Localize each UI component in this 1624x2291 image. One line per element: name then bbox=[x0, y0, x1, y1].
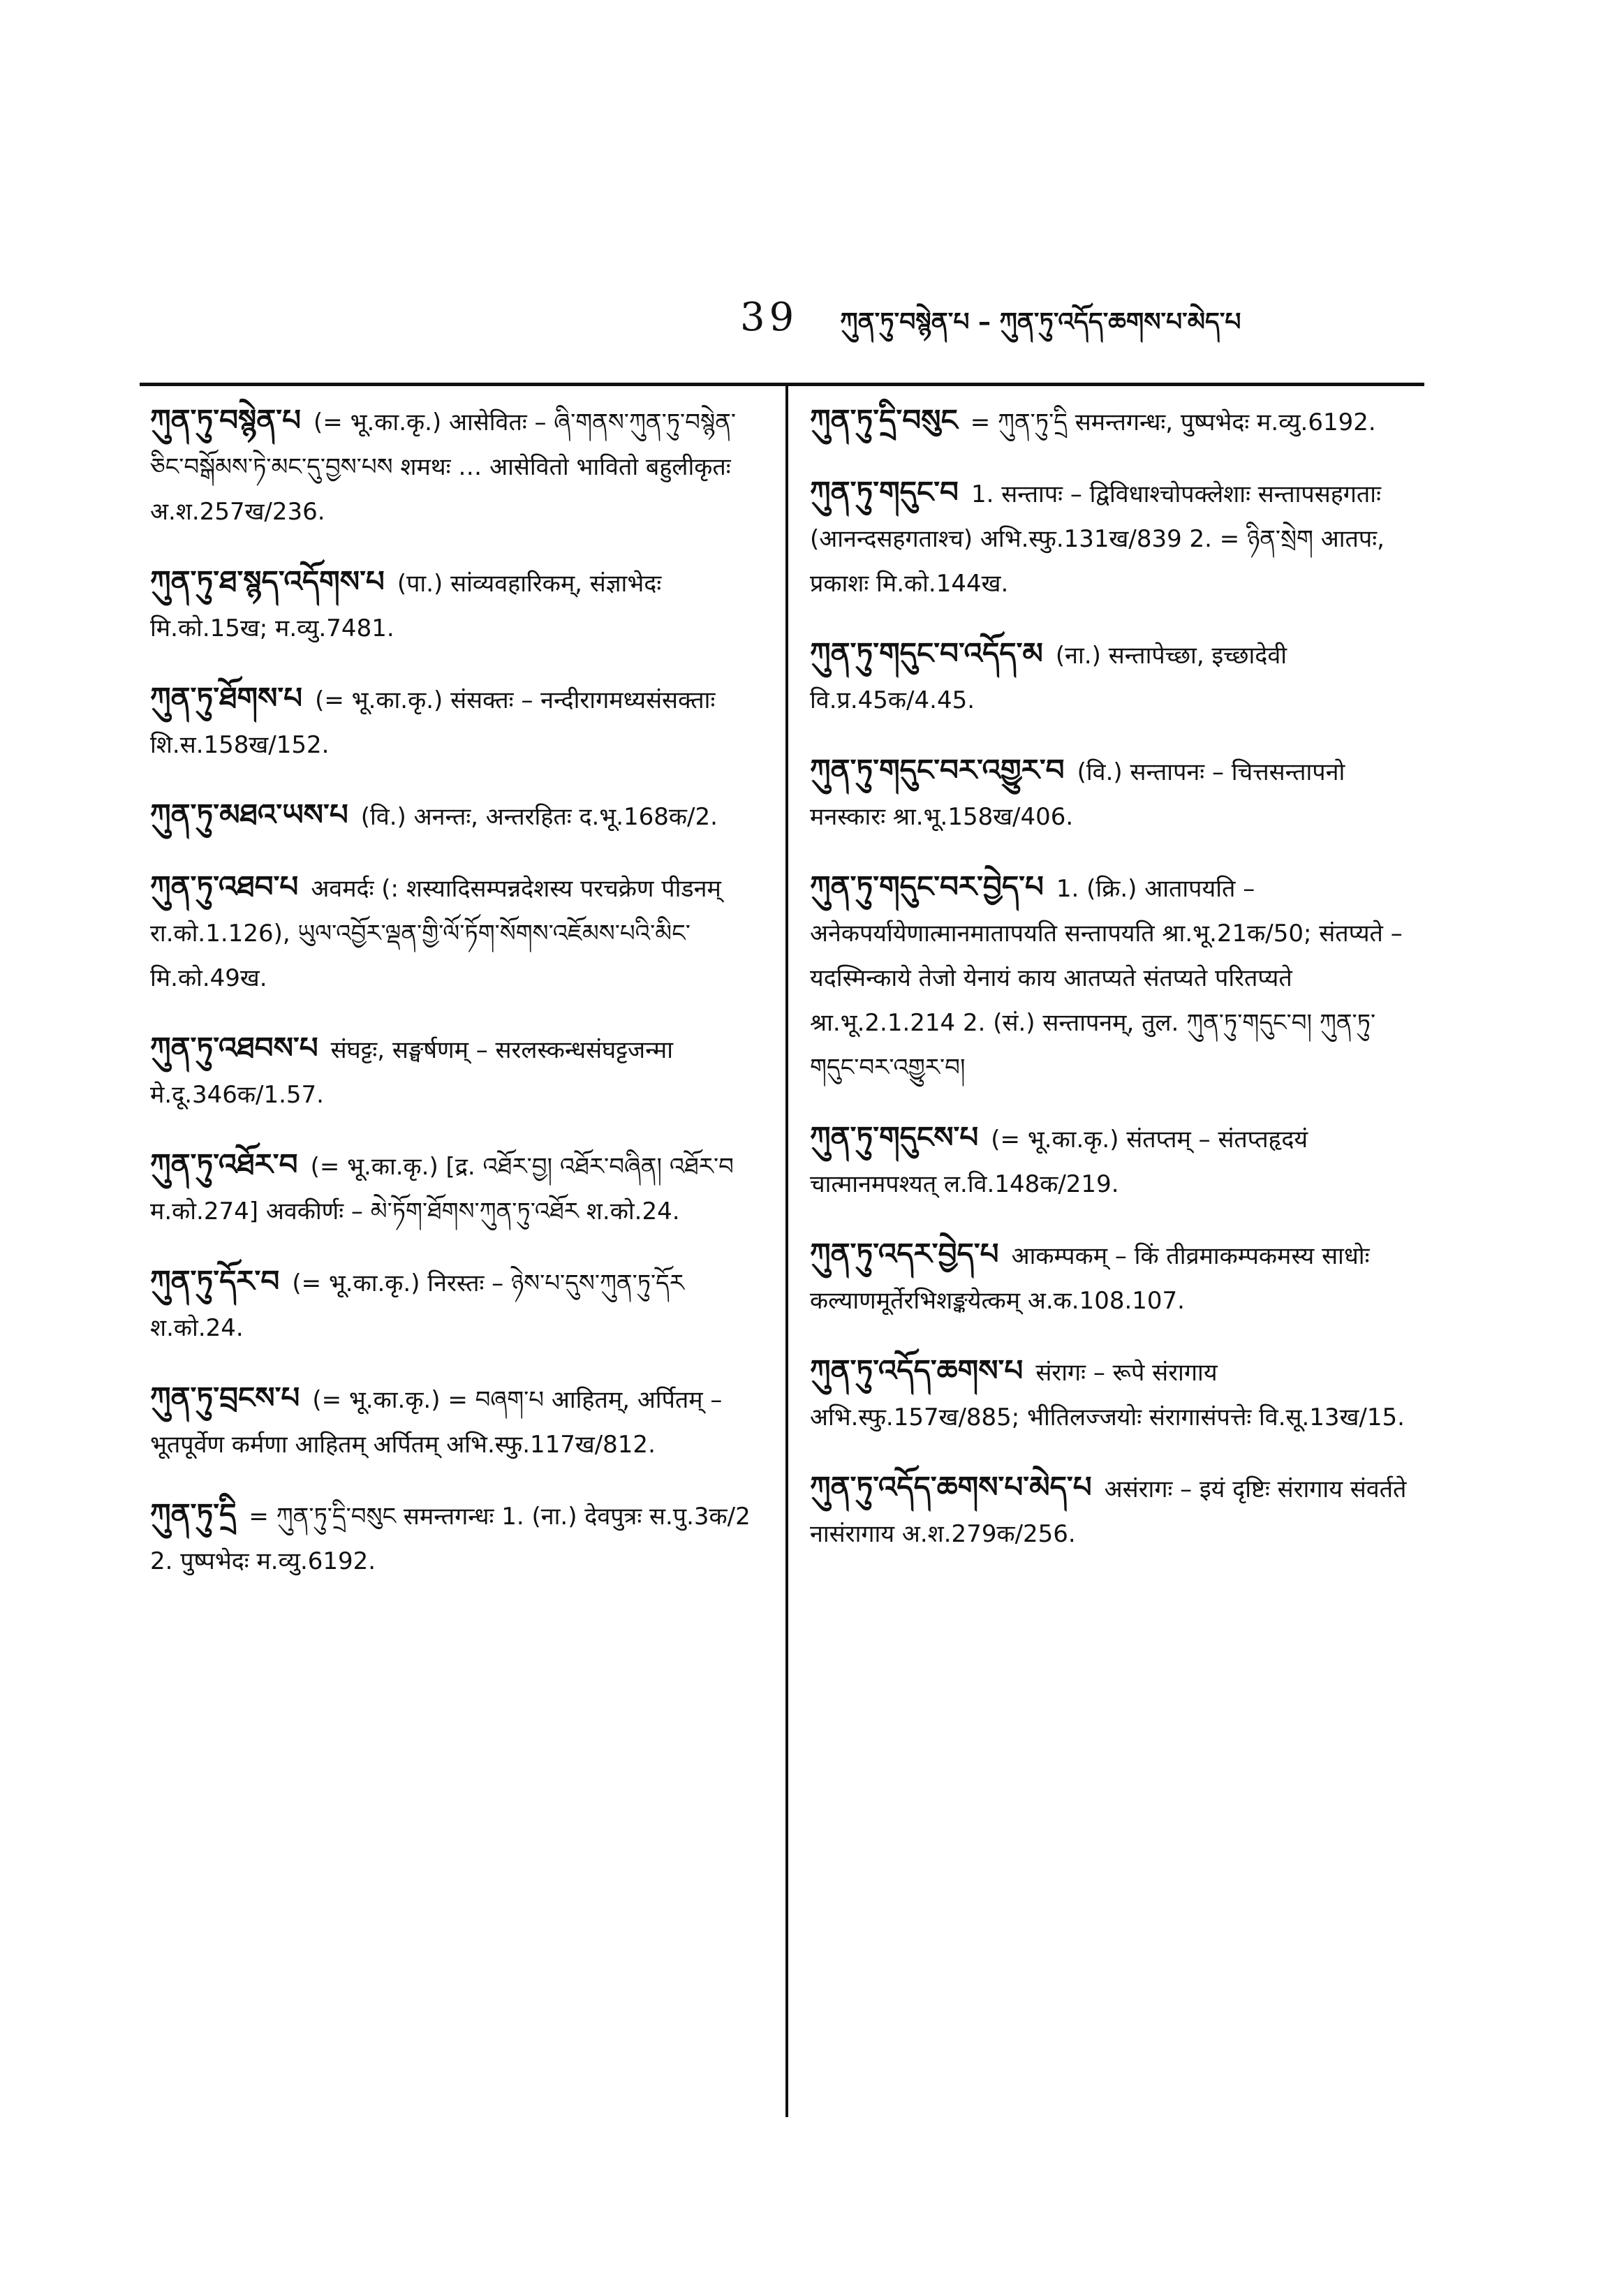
entry-definition: 1. सन्तापः – द्विविधाश्चोपक्लेशाः सन्तापसहगताः (आनन्दसहगताश्च) अभि.स्फु.131ख/839 2. = ཉིན་སྲེག आतपः, प्रकाशः मि.को.144ख. bbox=[810, 480, 1385, 598]
dictionary-entry bbox=[150, 864, 765, 1001]
entry-headword: ཀུན་ཏུ་བསྙེན་པ bbox=[150, 403, 302, 437]
entry-definition: (= भू.का.कृ.) [द्र. འཐོར་བྱ། འཐོར་བཞིན། འཐོར་བ म.को.274] अवकीर्णः – མེ་ཏོག་ཐོགས་ཀུན་ཏུ་འཐོར श.को.24. bbox=[150, 1153, 734, 1225]
dictionary-entry bbox=[810, 470, 1410, 606]
dictionary-entry bbox=[150, 1376, 765, 1467]
entry-definition: = ཀུན་ཏུ་དྲི་བསུང समन्तगन्धः 1. (ना.) देवपुत्रः स.पु.3क/2 2. पुष्पभेदः म.व्यु.6192. bbox=[150, 1503, 751, 1575]
entry-headword: ཀུན་ཏུ་འདར་བྱེད་པ bbox=[810, 1237, 999, 1271]
entry-definition: अवमर्दः (: शस्यादिसम्पन्नदेशस्य परचक्रेण पीडनम् रा.को.1.126), ཡུལ་འབྱོར་ལྡན་གྱི་ལོ་ཏོག་སོགས་འཇོམས་པའི་མིང་ मि.को.49ख. bbox=[150, 875, 721, 992]
header-rule bbox=[140, 383, 1424, 386]
page-header bbox=[740, 293, 1438, 349]
entry-definition: असंरागः – इयं दृष्टिः संरागाय संवर्तते नासंरागाय अ.श.279क/256. bbox=[810, 1475, 1407, 1548]
dictionary-entry bbox=[150, 1142, 765, 1234]
dictionary-entry bbox=[150, 1492, 765, 1584]
column-divider bbox=[785, 385, 788, 2117]
entry-definition: (= भू.का.कृ.) संतप्तम् – संतप्तहृदयं चात्मानमपश्यत् ल.वि.148क/219. bbox=[810, 1126, 1308, 1198]
entry-headword: ཀུན་ཏུ་གདུང་བ་འདོད་མ bbox=[810, 636, 1043, 670]
entry-headword: ཀུན་ཏུ་འཐོར་བ bbox=[150, 1147, 298, 1181]
entry-definition: (= भू.का.कृ.) आसेवितः – ཞི་གནས་ཀུན་ཏུ་བསྙེན་ཅིང་བསྒོམས་ཏེ་མང་དུ་བྱས་པས शमथः … आसेवितो भावितो बहुलीकृतः अ.श.257ख/236. bbox=[150, 408, 737, 526]
entry-definition: (वि.) सन्तापनः – चित्तसन्तापनो मनस्कारः श्रा.भू.158ख/406. bbox=[810, 758, 1345, 831]
dictionary-entry bbox=[810, 631, 1410, 723]
entry-headword: ཀུན་ཏུ་ཐ་སྙད་འདོགས་པ bbox=[150, 564, 385, 598]
entry-headword: ཀུན་ཏུ་དྲི bbox=[150, 1497, 237, 1531]
entry-definition: आकम्पकम् – किं तीव्रमाकम्पकमस्य साधोः कल्याणमूर्तेरभिशङ्कयेत्कम् अ.क.108.107. bbox=[810, 1242, 1370, 1315]
dictionary-entry bbox=[150, 1259, 765, 1350]
left-column bbox=[150, 398, 765, 1609]
dictionary-entry bbox=[810, 864, 1410, 1090]
dictionary-entry bbox=[150, 559, 765, 651]
entry-definition: (पा.) सांव्यवहारिकम्, संज्ञाभेदः मि.को.15ख; म.व्यु.7481. bbox=[150, 570, 662, 642]
entry-definition: (= भू.का.कृ.) निरस्तः – ཉེས་པ་དུས་ཀུན་ཏུ་དོར श.को.24. bbox=[150, 1269, 685, 1342]
entry-headword: ཀུན་ཏུ་ཐོགས་པ bbox=[150, 681, 303, 715]
entry-definition: (= भू.का.कृ.) संसक्तः – नन्दीरागमध्यसंसक्ताः शि.स.158ख/152. bbox=[150, 686, 716, 759]
dictionary-entry bbox=[810, 1348, 1410, 1440]
entry-headword: ཀུན་ཏུ་གདུང་བར་འགྱུར་བ bbox=[810, 753, 1065, 787]
entry-headword: ཀུན་ཏུ་གདུང་བ bbox=[810, 475, 959, 509]
entry-headword: ཀུན་ཏུ་གདུང་བར་བྱེད་པ bbox=[810, 869, 1044, 904]
entry-headword: ཀུན་ཏུ་དོར་བ bbox=[150, 1264, 280, 1298]
dictionary-entry bbox=[150, 1026, 765, 1117]
dictionary-entry bbox=[810, 398, 1410, 445]
dictionary-entry bbox=[810, 1115, 1410, 1207]
entry-definition: = ཀུན་ཏུ་དྲི समन्तगन्धः, पुष्पभेदः म.व्यु.6192. bbox=[970, 408, 1376, 436]
entry-headword: ཀུན་ཏུ་གདུངས་པ bbox=[810, 1120, 979, 1154]
dictionary-entry bbox=[810, 1232, 1410, 1323]
entry-definition: संरागः – रूपे संरागाय अभि.स्फु.157ख/885; भीतिलज्जयोः संरागासंपत्तेः वि.सू.13ख/15. bbox=[810, 1359, 1405, 1431]
entry-definition: (वि.) अनन्तः, अन्तरहितः द.भू.168क/2. bbox=[360, 803, 718, 831]
entry-headword: ཀུན་ཏུ་འདོད་ཆགས་པ bbox=[810, 1353, 1024, 1387]
entry-headword: ཀུན་ཏུ་དྲི་བསུང bbox=[810, 403, 958, 437]
entry-headword: ཀུན་ཏུ་འདོད་ཆགས་པ་མེད་པ bbox=[810, 1470, 1092, 1504]
entry-definition: (= भू.का.कृ.) = བཞག་པ आहितम्, अर्पितम् – भूतपूर्वेण कर्मणा आहितम् अर्पितम् अभि.स्फु.117ख/812. bbox=[150, 1386, 723, 1459]
entry-definition: (ना.) सन्तापेच्छा, इच्छादेवी वि.प्र.45क/4.45. bbox=[810, 642, 1287, 714]
right-column bbox=[810, 398, 1410, 1582]
entry-headword: ཀུན་ཏུ་མཐའ་ཡས་པ bbox=[150, 797, 348, 832]
entry-definition: 1. (क्रि.) आतापयति – अनेकपर्यायेणात्मानमातापयति सन्तापयति श्रा.भू.21क/50; संतप्यते – यदस्मिन्काये तेजो येनायं काय आतप्यते संतप्यते परितप्यते श्रा.भू.2.1.214 2. (सं.) सन्तापनम्, तुल. ཀུན་ཏུ་གདུང་བ། ཀུན་ཏུ་གདུང་བར་འགྱུར་བ། bbox=[810, 875, 1403, 1082]
page-number: 39 bbox=[740, 295, 799, 340]
entry-headword: ཀུན་ཏུ་བྲངས་པ bbox=[150, 1380, 300, 1415]
running-head: ཀུན་ཏུ་བསྙེན་པ – ཀུན་ཏུ་འདོད་ཆགས་པ་མེད་པ bbox=[840, 308, 1241, 337]
dictionary-entry bbox=[150, 398, 765, 534]
entry-definition: संघट्टः, सङ्घर्षणम् – सरलस्कन्धसंघट्टजन्मा मे.दू.346क/1.57. bbox=[150, 1036, 674, 1109]
dictionary-entry bbox=[810, 748, 1410, 839]
entry-headword: ཀུན་ཏུ་འཐབ་པ bbox=[150, 869, 299, 904]
dictionary-entry bbox=[810, 1465, 1410, 1556]
entry-headword: ཀུན་ཏུ་འཐབས་པ bbox=[150, 1031, 318, 1065]
dictionary-entry bbox=[150, 676, 765, 767]
dictionary-entry bbox=[150, 793, 765, 839]
